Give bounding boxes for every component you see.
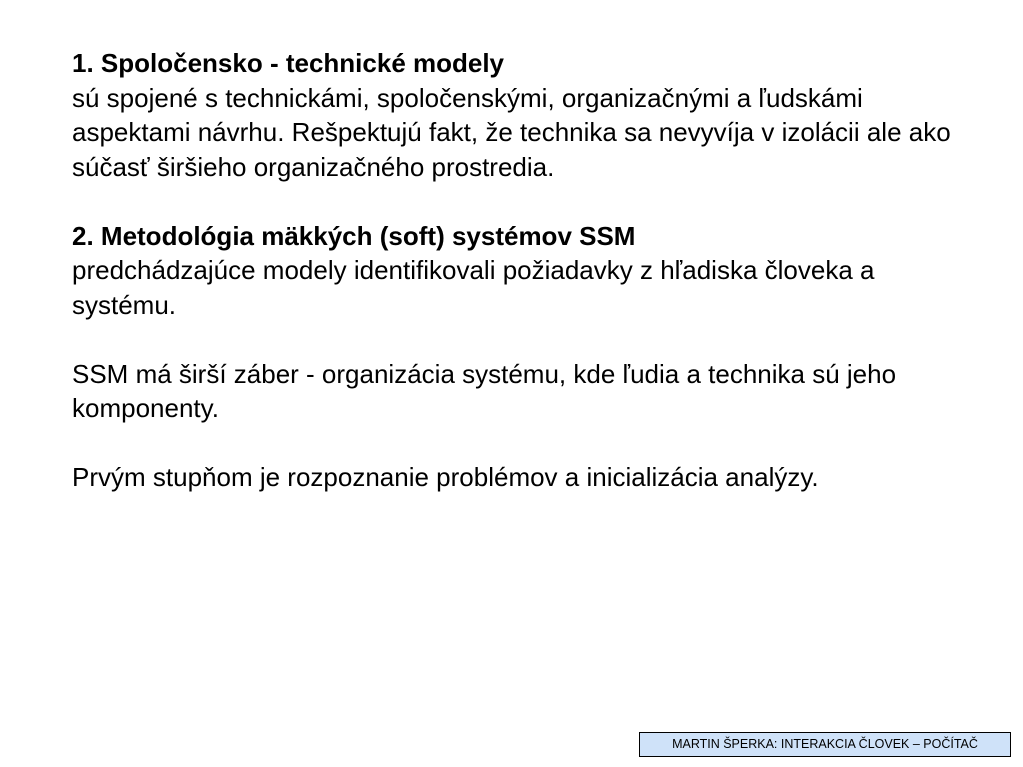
section-heading: 1. Spoločensko - technické modely: [72, 48, 505, 78]
section-social-technical-models: [72, 46, 952, 184]
section-paragraph: sú spojené s technickámi, spoločenskými, organizačnými a ľudskámi aspektami návrhu. Rešpektujú fakt, že technika sa nevyvíja v izolácii ale ako súčasť širšieho organizačného prostredia.: [72, 82, 951, 182]
section-paragraph: predchádzajúce modely identifikovali požiadavky z hľadiska človeka a systému.: [72, 255, 875, 320]
paragraph-ssm-scope: [72, 357, 952, 426]
slide-content: [72, 46, 952, 529]
section-heading: 2. Metodológia mäkkých (soft) systémov SSM: [72, 220, 636, 251]
section-soft-systems-methodology: [72, 219, 952, 323]
section-paragraph: Prvým stupňom je rozpoznanie problémov a inicializácia analýzy.: [72, 462, 819, 492]
footer-author-label: MARTIN ŠPERKA: INTERAKCIA ČLOVEK – POČÍTAČ: [639, 732, 1011, 757]
section-paragraph: SSM má širší záber - organizácia systému, kde ľudia a technika sú jeho komponenty.: [72, 358, 897, 423]
paragraph-first-stage: [72, 460, 952, 495]
